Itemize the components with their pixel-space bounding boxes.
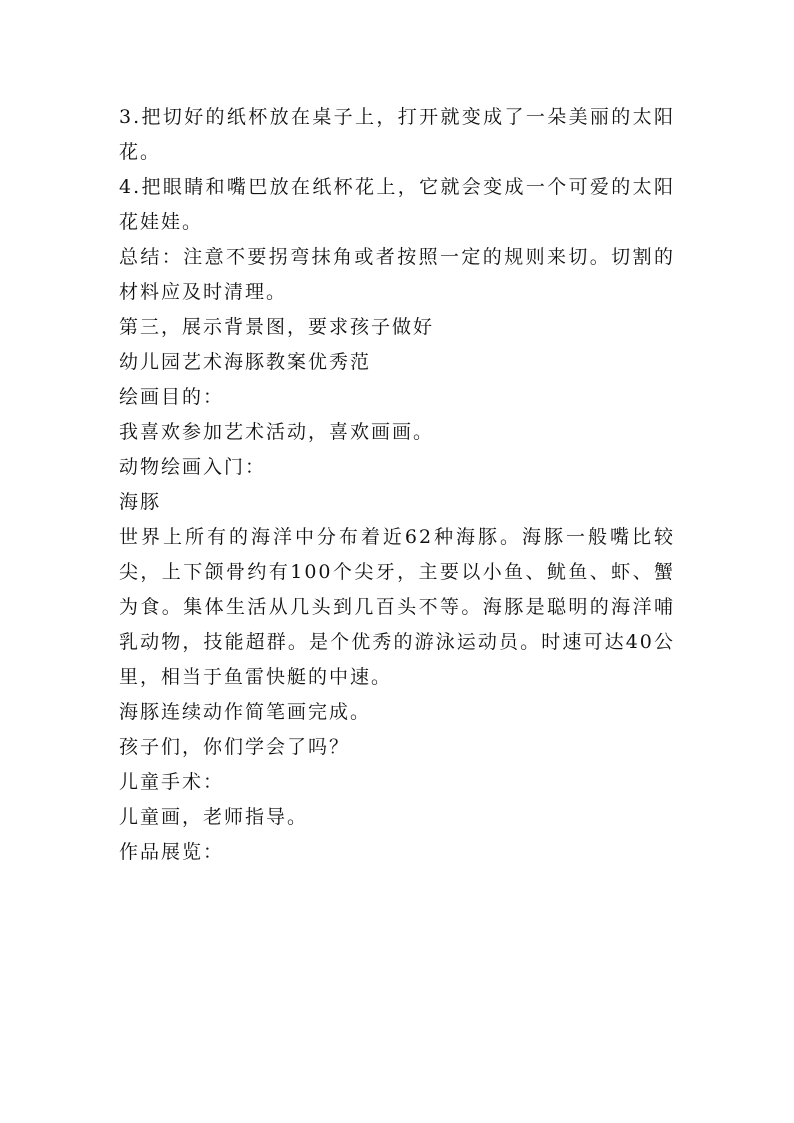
exhibition-heading: 作品展览： bbox=[119, 841, 225, 863]
dolphin-description: 世界上所有的海洋中分布着近62种海豚。海豚一般嘴比较尖，上下颌骨约有100个尖牙，主要以小鱼、鱿鱼、虾、蟹为食。集体生活从几头到几百头不等。海豚是聪明的海洋哺乳动物，技能超群。是个优秀的游泳运动员。时速可达40公里，相当于鱼雷快艇的中速。 bbox=[119, 526, 675, 688]
paragraph-third: 第三，展示背景图，要求孩子做好 bbox=[119, 316, 435, 338]
children-drawing-text: 儿童画，老师指导。 bbox=[119, 806, 309, 828]
paragraph-step-3: 3.把切好的纸杯放在桌子上，打开就变成了一朵美丽的太阳花。 bbox=[119, 106, 675, 163]
question-paragraph: 孩子们，你们学会了吗？ bbox=[119, 736, 351, 758]
dolphin-drawing-complete: 海豚连续动作简笔画完成。 bbox=[119, 701, 372, 723]
dolphin-heading: 海豚 bbox=[119, 491, 162, 513]
animal-drawing-heading: 动物绘画入门： bbox=[119, 456, 267, 478]
drawing-goal-heading: 绘画目的： bbox=[119, 386, 225, 408]
paragraph-summary: 总结：注意不要拐弯抹角或者按照一定的规则来切。切割的材料应及时清理。 bbox=[119, 246, 675, 303]
children-handwork-heading: 儿童手术： bbox=[119, 771, 225, 793]
section-title: 幼儿园艺术海豚教案优秀范 bbox=[119, 351, 372, 373]
drawing-goal-text: 我喜欢参加艺术活动，喜欢画画。 bbox=[119, 421, 435, 443]
document-body bbox=[119, 100, 675, 870]
paragraph-step-4: 4.把眼睛和嘴巴放在纸杯花上，它就会变成一个可爱的太阳花娃娃。 bbox=[119, 176, 675, 233]
